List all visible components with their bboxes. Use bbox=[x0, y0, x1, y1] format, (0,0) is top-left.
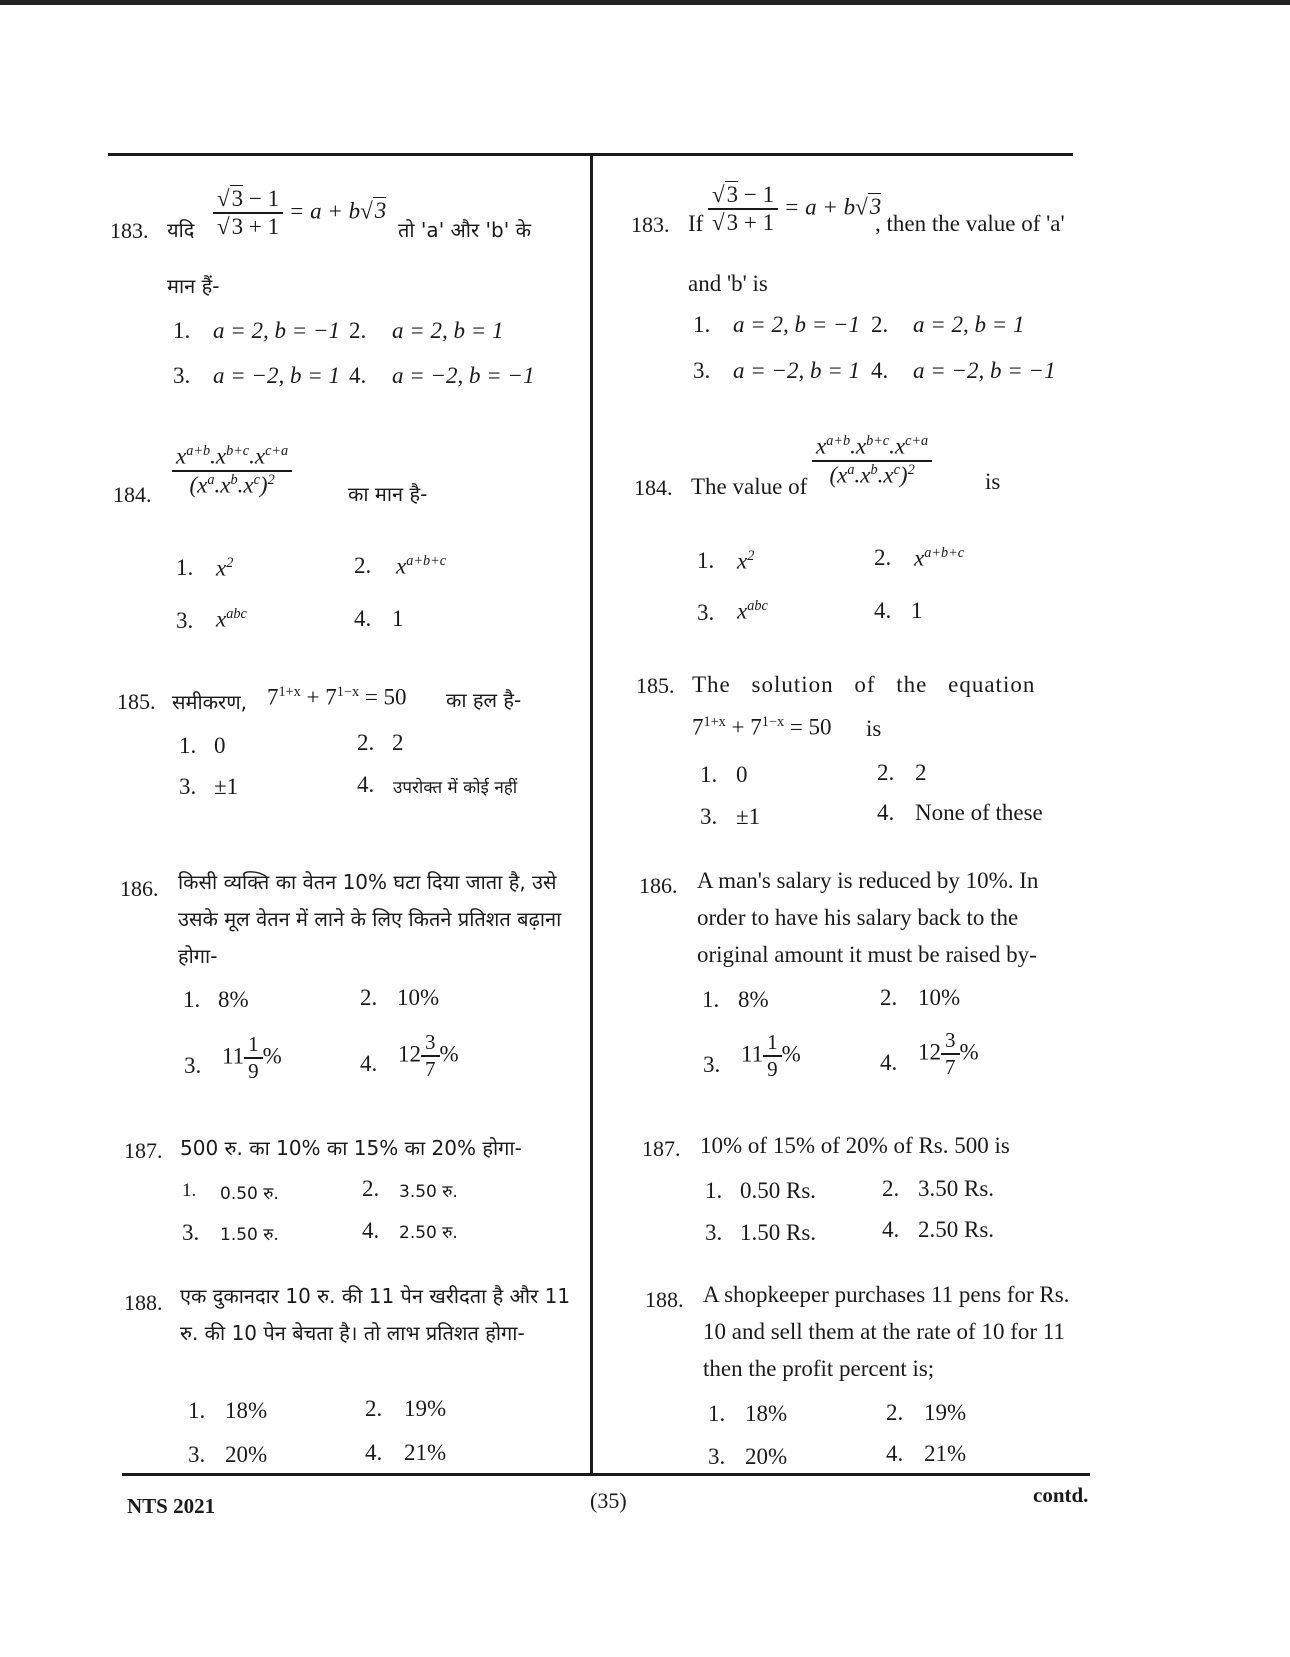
question-text: If bbox=[688, 211, 704, 236]
option-number: 3. bbox=[700, 804, 718, 829]
equation-rhs: = a + b√3 bbox=[783, 194, 882, 220]
option-number: 2. bbox=[354, 553, 372, 578]
question-text: A man's salary is reduced by 10%. In order to have his salary back to the original amount it must be raised by- bbox=[697, 868, 1039, 967]
question-number: 186. bbox=[120, 876, 159, 901]
question-number: 183. bbox=[110, 218, 149, 243]
option-text: None of these bbox=[915, 800, 1043, 825]
option-number: 4. bbox=[877, 800, 895, 825]
option-number: 1. bbox=[702, 987, 720, 1012]
option-number: 4. bbox=[362, 1218, 380, 1243]
option-text: a = 2, b = 1 bbox=[392, 318, 504, 343]
option-number: 1. bbox=[173, 318, 191, 343]
column-divider bbox=[590, 153, 593, 1475]
option-text: 18% bbox=[225, 1398, 268, 1423]
option-text: 2.50 रु. bbox=[399, 1223, 458, 1243]
option-text: $x^{abc}$ bbox=[216, 606, 247, 632]
fraction-denominator: $(x^a.x^b.x^c)^2$ bbox=[189, 471, 275, 498]
option-number: 3. bbox=[173, 363, 191, 388]
question-number: 188. bbox=[124, 1290, 163, 1315]
option-text: 19% bbox=[924, 1400, 967, 1425]
question-text: का मान है- bbox=[348, 482, 428, 506]
question-text: , then the value of 'a' bbox=[875, 211, 1065, 236]
option-text: 1.50 रु. bbox=[220, 1225, 279, 1245]
option-text: 8% bbox=[218, 987, 249, 1012]
question-text: and 'b' is bbox=[688, 271, 768, 296]
option-number: 4. bbox=[357, 772, 375, 797]
option-text: 18% bbox=[745, 1401, 788, 1426]
equation-rhs: = a + b√3 bbox=[288, 198, 387, 224]
option-text: 10% bbox=[397, 985, 440, 1010]
option-text: उपरोक्त में कोई नहीं bbox=[393, 778, 518, 798]
option-number: 2. bbox=[365, 1396, 383, 1421]
option-text: 0 bbox=[736, 762, 748, 787]
option-text: 1.50 Rs. bbox=[740, 1220, 817, 1245]
option-number: 4. bbox=[365, 1440, 383, 1465]
option-text: 11 $\frac{1}{9}$ % bbox=[741, 1030, 801, 1081]
question-number: 184. bbox=[113, 482, 152, 507]
option-text: a = 2, b = −1 bbox=[733, 312, 861, 337]
question-text: is bbox=[866, 716, 882, 741]
option-text: 10% bbox=[918, 985, 961, 1010]
question-text: तो 'a' और 'b' के bbox=[398, 218, 531, 242]
option-number: 4. bbox=[874, 598, 892, 623]
equation-183 bbox=[708, 182, 881, 236]
fraction bbox=[812, 433, 932, 488]
option-text: 3.50 रु. bbox=[399, 1182, 458, 1202]
fraction-numerator: $x^{a+b}.x^{b+c}.x^{c+a}$ bbox=[172, 443, 292, 472]
question-number: 187. bbox=[124, 1138, 163, 1163]
question-number: 188. bbox=[645, 1287, 684, 1312]
option-text: 8% bbox=[738, 987, 769, 1012]
option-text: 0 bbox=[214, 733, 226, 758]
option-number: 4. bbox=[871, 358, 889, 383]
option-number: 4. bbox=[886, 1441, 904, 1466]
option-number: 4. bbox=[882, 1217, 900, 1242]
question-text: is bbox=[985, 469, 1001, 494]
question-number: 185. bbox=[636, 673, 675, 698]
exam-code: NTS 2021 bbox=[127, 1494, 216, 1518]
equation-183 bbox=[213, 186, 386, 240]
option-number: 3. bbox=[697, 600, 715, 625]
option-number: 4. bbox=[880, 1050, 898, 1075]
option-number: 3. bbox=[176, 608, 194, 633]
option-number: 2. bbox=[886, 1400, 904, 1425]
option-number: 1. bbox=[188, 1398, 206, 1423]
question-text: एक दुकानदार 10 रु. की 11 पेन खरीदता है और 11 रु. की 10 पेन बेचता है। तो लाभ प्रतिशत होगा- bbox=[180, 1284, 571, 1345]
option-text: 12 $\frac{3}{7}$ % bbox=[398, 1030, 459, 1081]
page-top-border bbox=[0, 0, 1290, 5]
option-number: 2. bbox=[877, 760, 895, 785]
option-text: 0.50 रु. bbox=[220, 1184, 279, 1204]
option-text: a = 2, b = 1 bbox=[913, 312, 1025, 337]
option-number: 2. bbox=[349, 318, 367, 343]
equation-185: $7^{1+x} + 7^{1-x} = 50$ bbox=[267, 684, 407, 710]
question-number: 185. bbox=[117, 689, 156, 714]
option-text: a = −2, b = −1 bbox=[913, 358, 1056, 383]
option-number: 2. bbox=[880, 985, 898, 1010]
option-text: a = −2, b = 1 bbox=[733, 358, 861, 383]
option-text: 21% bbox=[924, 1441, 967, 1466]
fraction-denominator: √3 + 1 bbox=[217, 214, 280, 239]
question-text: का हल है- bbox=[446, 688, 522, 712]
option-text: 2.50 Rs. bbox=[918, 1217, 995, 1242]
option-text: 20% bbox=[745, 1444, 788, 1469]
question-text: 10% of 15% of 20% of Rs. 500 is bbox=[700, 1133, 1010, 1158]
question-text: The solution of the equation bbox=[692, 672, 1036, 697]
equation-184 bbox=[812, 433, 932, 488]
option-number: 3. bbox=[693, 358, 711, 383]
question-number: 187. bbox=[642, 1136, 681, 1161]
option-number: 1. bbox=[179, 733, 197, 758]
fraction bbox=[172, 443, 292, 498]
option-text: a = 2, b = −1 bbox=[213, 318, 341, 343]
option-number: 4. bbox=[354, 606, 372, 631]
equation-185: $7^{1+x} + 7^{1-x} = 50$ bbox=[692, 714, 832, 740]
question-text: The value of bbox=[691, 474, 808, 499]
option-number: 3. bbox=[705, 1220, 723, 1245]
option-number: 3. bbox=[708, 1444, 726, 1469]
option-number: 3. bbox=[188, 1442, 206, 1467]
question-number: 183. bbox=[631, 212, 670, 237]
option-number: 2. bbox=[362, 1176, 380, 1201]
option-text: $x^{a+b+c}$ bbox=[396, 553, 447, 579]
option-text: $x^{a+b+c}$ bbox=[914, 545, 965, 571]
question-number: 184. bbox=[634, 475, 673, 500]
question-text: किसी व्यक्ति का वेतन 10% घटा दिया जाता है, उसे उसके मूल वेतन में लाने के लिए कितने प्रतिशत बढ़ाना होगा- bbox=[178, 870, 562, 968]
option-number: 1. bbox=[700, 762, 718, 787]
option-text: $x^2$ bbox=[216, 555, 234, 581]
option-text: 0.50 Rs. bbox=[740, 1178, 817, 1203]
option-text: a = −2, b = −1 bbox=[392, 363, 535, 388]
option-number: 2. bbox=[357, 730, 375, 755]
fraction-denominator: √3 + 1 bbox=[712, 210, 775, 235]
question-text: मान हैं- bbox=[167, 274, 220, 298]
option-number: 4. bbox=[360, 1051, 378, 1076]
option-number: 3. bbox=[179, 774, 197, 799]
option-text: 2 bbox=[392, 730, 404, 755]
option-text: 19% bbox=[404, 1396, 447, 1421]
option-text: a = −2, b = 1 bbox=[213, 363, 341, 388]
option-number: 2. bbox=[882, 1176, 900, 1201]
option-number: 2. bbox=[874, 545, 892, 570]
option-number: 1. bbox=[176, 555, 194, 580]
continued-label: contd. bbox=[1033, 1483, 1089, 1507]
option-number: 1. bbox=[705, 1178, 723, 1203]
option-text: 3.50 Rs. bbox=[918, 1176, 995, 1201]
option-number: 1. bbox=[693, 312, 711, 337]
option-text: 1 bbox=[392, 606, 404, 631]
option-number: 3. bbox=[703, 1052, 721, 1077]
question-text: यदि bbox=[167, 218, 195, 242]
option-number: 2. bbox=[871, 312, 889, 337]
option-text: 21% bbox=[404, 1440, 447, 1465]
fraction bbox=[708, 182, 778, 236]
option-number: 1. bbox=[182, 1180, 197, 1201]
option-text: 2 bbox=[915, 760, 927, 785]
option-text: ±1 bbox=[736, 804, 761, 829]
option-text: $x^{abc}$ bbox=[737, 598, 768, 624]
fraction-numerator: √3 − 1 bbox=[213, 186, 283, 214]
option-number: 3. bbox=[182, 1220, 200, 1245]
option-number: 2. bbox=[360, 985, 378, 1010]
page-number: (35) bbox=[590, 1488, 627, 1513]
fraction-numerator: $x^{a+b}.x^{b+c}.x^{c+a}$ bbox=[812, 433, 932, 462]
option-text: 11 $\frac{1}{9}$ % bbox=[222, 1032, 282, 1083]
option-text: 12 $\frac{3}{7}$ % bbox=[918, 1028, 979, 1079]
option-text: ±1 bbox=[214, 774, 239, 799]
question-number: 186. bbox=[639, 873, 678, 898]
equation-184 bbox=[172, 443, 292, 498]
option-text: 20% bbox=[225, 1442, 268, 1467]
option-number: 3. bbox=[184, 1053, 202, 1078]
option-text: 1 bbox=[911, 598, 923, 623]
fraction-numerator: √3 − 1 bbox=[708, 182, 778, 210]
option-number: 4. bbox=[349, 363, 367, 388]
question-text: 500 रु. का 10% का 15% का 20% होगा- bbox=[180, 1136, 522, 1160]
bottom-rule bbox=[122, 1473, 1090, 1476]
option-text: $x^2$ bbox=[737, 548, 755, 574]
fraction-denominator: $(x^a.x^b.x^c)^2$ bbox=[829, 461, 915, 488]
question-text: A shopkeeper purchases 11 pens for Rs. 10 and sell them at the rate of 10 for 11 then the profit percent is; bbox=[703, 1282, 1070, 1381]
question-text: समीकरण, bbox=[172, 690, 248, 714]
option-number: 1. bbox=[708, 1401, 726, 1426]
fraction bbox=[213, 186, 283, 240]
option-number: 1. bbox=[183, 987, 201, 1012]
option-number: 1. bbox=[697, 548, 715, 573]
